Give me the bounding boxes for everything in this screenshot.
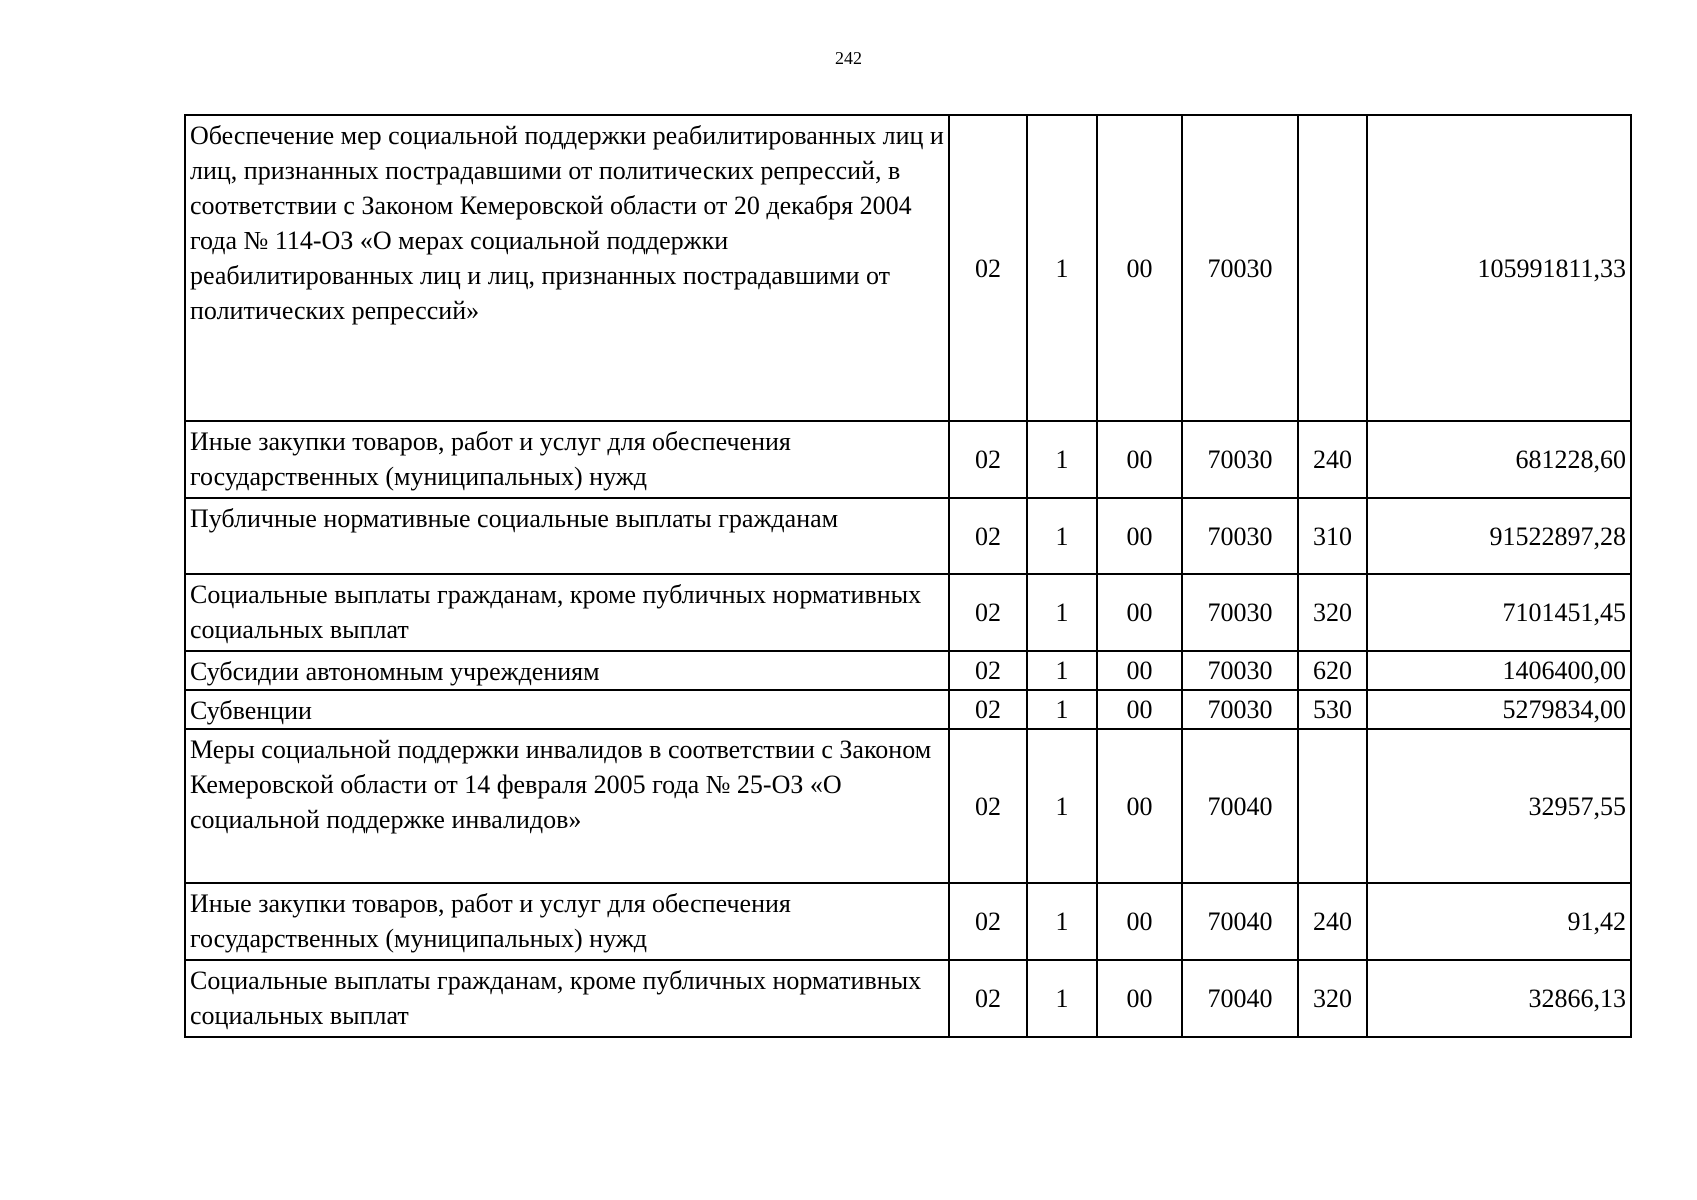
code-2: 1 — [1027, 883, 1097, 960]
row-description: Публичные нормативные социальные выплаты гражданам — [185, 498, 949, 574]
row-amount: 681228,60 — [1367, 421, 1631, 498]
code-3: 00 — [1097, 883, 1182, 960]
code-4: 70040 — [1182, 960, 1298, 1037]
row-description: Обеспечение мер социальной поддержки реабилитированных лиц и лиц, признанных пострадавшими от политических репрессий, в соответствии с Законом Кемеровской области от 20 декабря 2004 года № 114-ОЗ «О мерах социальной поддержки реабилитированных лиц и лиц, признанных пострадавшими от политических репрессий» — [185, 115, 949, 421]
code-2: 1 — [1027, 574, 1097, 651]
code-5: 310 — [1298, 498, 1367, 574]
code-1: 02 — [949, 883, 1027, 960]
code-3: 00 — [1097, 960, 1182, 1037]
row-amount: 5279834,00 — [1367, 690, 1631, 729]
table-row — [185, 690, 1631, 729]
row-description: Иные закупки товаров, работ и услуг для обеспечения государственных (муниципальных) нужд — [185, 421, 949, 498]
row-amount: 105991811,33 — [1367, 115, 1631, 421]
row-description: Социальные выплаты гражданам, кроме публичных нормативных социальных выплат — [185, 960, 949, 1037]
row-amount: 32957,55 — [1367, 729, 1631, 883]
code-1: 02 — [949, 574, 1027, 651]
table-row — [185, 115, 1631, 421]
row-description: Социальные выплаты гражданам, кроме публичных нормативных социальных выплат — [185, 574, 949, 651]
code-4: 70030 — [1182, 574, 1298, 651]
code-4: 70030 — [1182, 115, 1298, 421]
code-5: 240 — [1298, 883, 1367, 960]
code-1: 02 — [949, 115, 1027, 421]
code-4: 70030 — [1182, 498, 1298, 574]
code-2: 1 — [1027, 690, 1097, 729]
code-2: 1 — [1027, 651, 1097, 690]
code-2: 1 — [1027, 729, 1097, 883]
table-row — [185, 498, 1631, 574]
code-1: 02 — [949, 960, 1027, 1037]
code-2: 1 — [1027, 421, 1097, 498]
code-4: 70030 — [1182, 690, 1298, 729]
code-3: 00 — [1097, 574, 1182, 651]
code-5: 530 — [1298, 690, 1367, 729]
code-4: 70040 — [1182, 729, 1298, 883]
code-1: 02 — [949, 690, 1027, 729]
code-4: 70030 — [1182, 651, 1298, 690]
code-3: 00 — [1097, 729, 1182, 883]
code-5 — [1298, 115, 1367, 421]
table-row — [185, 574, 1631, 651]
row-amount: 7101451,45 — [1367, 574, 1631, 651]
code-2: 1 — [1027, 960, 1097, 1037]
code-1: 02 — [949, 729, 1027, 883]
code-2: 1 — [1027, 498, 1097, 574]
page-number: 242 — [835, 48, 862, 68]
code-2: 1 — [1027, 115, 1097, 421]
table-row — [185, 729, 1631, 883]
row-amount: 91522897,28 — [1367, 498, 1631, 574]
code-5: 320 — [1298, 574, 1367, 651]
code-1: 02 — [949, 421, 1027, 498]
code-5: 320 — [1298, 960, 1367, 1037]
code-5: 240 — [1298, 421, 1367, 498]
code-3: 00 — [1097, 498, 1182, 574]
row-amount: 1406400,00 — [1367, 651, 1631, 690]
table-row — [185, 651, 1631, 690]
table-row — [185, 883, 1631, 960]
code-3: 00 — [1097, 690, 1182, 729]
code-4: 70040 — [1182, 883, 1298, 960]
code-3: 00 — [1097, 651, 1182, 690]
code-5 — [1298, 729, 1367, 883]
table-row — [185, 421, 1631, 498]
row-amount: 32866,13 — [1367, 960, 1631, 1037]
row-description: Субвенции — [185, 690, 949, 729]
code-1: 02 — [949, 498, 1027, 574]
row-amount: 91,42 — [1367, 883, 1631, 960]
row-description: Субсидии автономным учреждениям — [185, 651, 949, 690]
code-3: 00 — [1097, 115, 1182, 421]
code-4: 70030 — [1182, 421, 1298, 498]
code-1: 02 — [949, 651, 1027, 690]
table-row — [185, 960, 1631, 1037]
code-3: 00 — [1097, 421, 1182, 498]
budget-table — [184, 114, 1632, 1038]
row-description: Меры социальной поддержки инвалидов в соответствии с Законом Кемеровской области от 14 февраля 2005 года № 25-ОЗ «О социальной поддержке инвалидов» — [185, 729, 949, 883]
code-5: 620 — [1298, 651, 1367, 690]
row-description: Иные закупки товаров, работ и услуг для обеспечения государственных (муниципальных) нужд — [185, 883, 949, 960]
